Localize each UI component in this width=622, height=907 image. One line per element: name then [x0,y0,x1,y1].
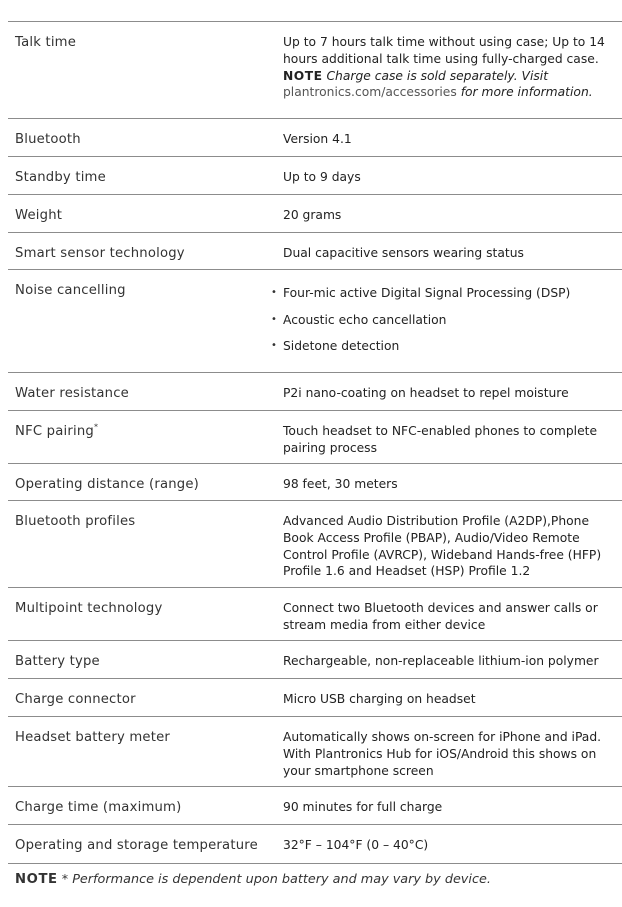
spec-row-bluetooth [8,119,622,157]
noise-cancelling-list [271,285,604,365]
footnote-mark: * [93,422,99,432]
spec-label: Smart sensor technology [15,246,185,261]
spec-row-multipoint [8,588,622,641]
spec-label: Charge connector [15,692,136,707]
spec-label: Standby time [15,170,106,185]
spec-label: Charge time (maximum) [15,800,182,815]
spec-note [283,68,616,102]
list-item [271,312,604,339]
spec-table [8,21,622,864]
spec-row-smart-sensor [8,233,622,270]
spec-label: Headset battery meter [15,730,171,745]
bullet-icon: • [271,287,277,298]
spec-row-nfc-pairing [8,411,622,464]
note-text: Charge case is sold separately. Visit [326,68,549,83]
spec-label-wrap [8,411,283,463]
spec-value: P2i nano-coating on headset to repel moisture [283,386,569,400]
spec-value [271,270,622,372]
list-item [271,338,604,365]
page-footnote [15,872,491,887]
bullet-icon: • [271,313,277,325]
list-item-text: Four-mic active Digital Signal Processing (DSP) [283,286,571,300]
spec-row-battery-meter [8,717,622,787]
spec-label: Bluetooth [15,132,81,147]
spec-row-standby-time [8,157,622,195]
footnote-label: NOTE [15,872,58,887]
spec-value: Advanced Audio Distribution Profile (A2DP),Phone Book Access Profile (PBAP), Audio/Video Remote Control Profile (AVRCP), Wideband Hands-free (HFP) Profile 1.6 and Headset (HSP) Profile 1.2 [283,514,602,579]
spec-row-charge-connector [8,679,622,717]
spec-value: 90 minutes for full charge [283,800,443,814]
spec-row-water-resistance [8,373,622,411]
spec-label: Noise cancelling [15,283,126,298]
spec-value: Automatically shows on-screen for iPhone and iPad. With Plantronics Hub for iOS/Android this shows on your smartphone screen [283,730,602,778]
spec-value: Connect two Bluetooth devices and answer calls or stream media from either device [283,601,598,632]
note-end: for more information. [460,85,593,100]
spec-value: Touch headset to NFC-enabled phones to complete pairing process [283,424,598,455]
spec-value-text: Up to 7 hours talk time without using case; Up to 14 hours additional talk time using fully-charged case. [283,35,605,66]
spec-value [283,22,622,118]
spec-row-battery-type [8,641,622,679]
spec-value: 20 grams [283,208,342,222]
spec-value: 32°F – 104°F (0 – 40°C) [283,838,429,852]
spec-value: Rechargeable, non-replaceable lithium-ion polymer [283,654,599,668]
spec-value: Micro USB charging on headset [283,692,476,706]
spec-label: Bluetooth profiles [15,514,136,529]
spec-row-temperature [8,825,622,864]
spec-value: Up to 9 days [283,170,361,184]
spec-label: Weight [15,208,63,223]
spec-label: Water resistance [15,386,129,401]
spec-row-talk-time [8,22,622,119]
spec-row-bluetooth-profiles [8,501,622,588]
spec-row-charge-time [8,787,622,825]
spec-label: NFC pairing [15,424,94,439]
spec-row-operating-distance [8,464,622,501]
spec-label: Operating distance (range) [15,477,200,492]
spec-label: Battery type [15,654,100,669]
spec-label: Multipoint technology [15,601,163,616]
footnote-text: * Performance is dependent upon battery and may vary by device. [61,872,491,887]
spec-value: Dual capacitive sensors wearing status [283,246,524,260]
spec-value: Version 4.1 [283,132,352,146]
spec-label: Talk time [15,35,77,50]
spec-value: 98 feet, 30 meters [283,477,398,491]
accessories-link[interactable]: plantronics.com/accessories [283,85,457,100]
spec-row-noise-cancelling [8,270,622,373]
note-label: NOTE [283,68,323,83]
spec-label: Operating and storage temperature [15,838,258,853]
spec-row-weight [8,195,622,233]
list-item-text: Acoustic echo cancellation [283,312,447,327]
bullet-icon: • [271,340,277,351]
list-item [271,285,604,312]
list-item-text: Sidetone detection [283,339,400,353]
